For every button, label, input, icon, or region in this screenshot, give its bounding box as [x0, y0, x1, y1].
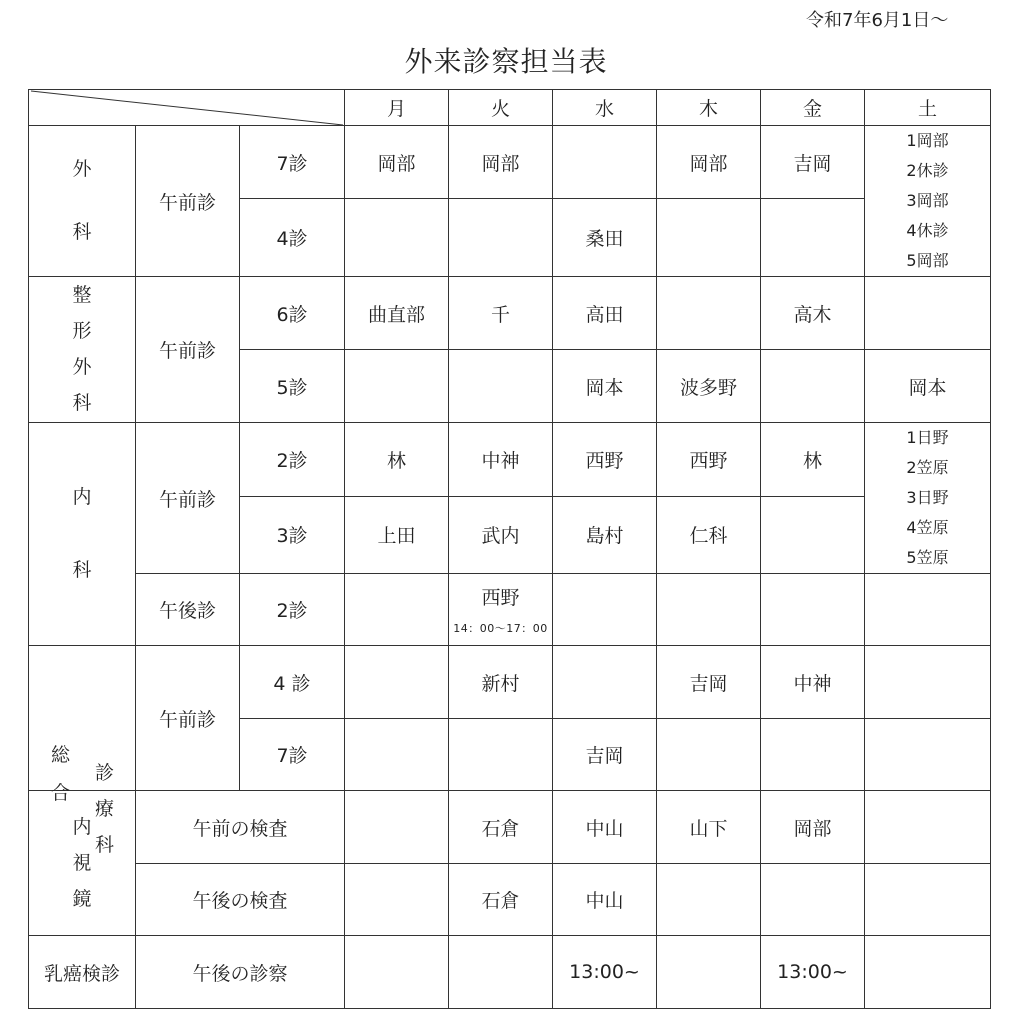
schedule-cell: [865, 936, 991, 1009]
schedule-cell: [865, 646, 991, 719]
schedule-cell: [345, 646, 449, 719]
schedule-cell: 西野: [553, 423, 657, 497]
schedule-cell: 中山: [553, 791, 657, 864]
schedule-cell: 曲直部: [345, 277, 449, 350]
schedule-cell: [345, 574, 449, 646]
schedule-cell: 高木: [761, 277, 865, 350]
naishikyo-row-1: [29, 791, 991, 864]
schedule-cell: 石倉: [449, 864, 553, 936]
dept-sogo: 総 合 診 療 科: [29, 646, 136, 791]
schedule-cell: 中山: [553, 864, 657, 936]
session-naika-pm: 午後診: [136, 574, 240, 646]
schedule-cell: [761, 199, 865, 277]
schedule-cell: 岡部: [345, 126, 449, 199]
schedule-cell: [761, 350, 865, 423]
schedule-cell: [657, 719, 761, 791]
nyugan-row: [29, 936, 991, 1009]
exam-label: 午前の検査: [136, 791, 345, 864]
schedule-cell: 岡部: [449, 126, 553, 199]
session-geka: 午前診: [136, 126, 240, 277]
naika-row-1: [29, 423, 991, 497]
schedule-cell: [761, 496, 865, 573]
room-label: 3診: [240, 496, 345, 573]
dept-naika: 内 科: [29, 423, 136, 646]
dept-nyugan: 乳癌検診: [29, 936, 136, 1009]
schedule-cell: [449, 350, 553, 423]
schedule-cell: 吉岡: [657, 646, 761, 719]
schedule-cell: [865, 574, 991, 646]
saturday-geka: 1岡部 2休診 3岡部 4休診 5岡部: [865, 126, 991, 277]
schedule-cell: [657, 277, 761, 350]
session-seikei: 午前診: [136, 277, 240, 423]
schedule-cell: 吉岡: [553, 719, 657, 791]
schedule-cell: 石倉: [449, 791, 553, 864]
schedule-cell: [865, 277, 991, 350]
schedule-cell: 上田: [345, 496, 449, 573]
sogo-row-1: [29, 646, 991, 719]
schedule-cell: 島村: [553, 496, 657, 573]
schedule-cell: [553, 574, 657, 646]
schedule-cell: 山下: [657, 791, 761, 864]
schedule-cell: [449, 719, 553, 791]
schedule-cell: 仁科: [657, 496, 761, 573]
schedule-cell: 西野: [657, 423, 761, 497]
schedule-cell: [657, 574, 761, 646]
schedule-cell: 岡部: [657, 126, 761, 199]
exam-label: 午後の検査: [136, 864, 345, 936]
page-title: 外来診察担当表: [404, 45, 608, 78]
saturday-naika: 1日野 2笠原 3日野 4笠原 5笠原: [865, 423, 991, 574]
schedule-cell: 新村: [449, 646, 553, 719]
day-header-wed: 水: [553, 90, 657, 126]
schedule-cell: [865, 719, 991, 791]
seikei-row-1: [29, 277, 991, 350]
room-label: 5診: [240, 350, 345, 423]
schedule-cell: [449, 199, 553, 277]
schedule-cell: [345, 936, 449, 1009]
header-row: [29, 90, 991, 126]
time-range: 14：00～17：00: [453, 622, 548, 635]
schedule-cell: 吉岡: [761, 126, 865, 199]
schedule-cell: [345, 350, 449, 423]
day-header-thu: 木: [657, 90, 761, 126]
schedule-cell: [449, 936, 553, 1009]
naishikyo-row-2: [29, 864, 991, 936]
schedule-cell: [657, 864, 761, 936]
corner-cell: [29, 90, 345, 126]
schedule-cell: 林: [345, 423, 449, 497]
room-label: 6診: [240, 277, 345, 350]
schedule-cell: 岡本: [553, 350, 657, 423]
doctor-name: 西野: [481, 587, 520, 609]
day-header-sat: 土: [865, 90, 991, 126]
room-label: 7診: [240, 126, 345, 199]
schedule-cell: 13:00~: [761, 936, 865, 1009]
dept-geka: 外 科: [29, 126, 136, 277]
day-header-tue: 火: [449, 90, 553, 126]
schedule-cell: [761, 719, 865, 791]
day-header-fri: 金: [761, 90, 865, 126]
room-label: 2診: [240, 574, 345, 646]
dept-seikei: 整 形 外 科: [29, 277, 136, 423]
room-label: 4診: [240, 199, 345, 277]
schedule-cell: [345, 719, 449, 791]
schedule-cell: [345, 199, 449, 277]
schedule-cell: [761, 574, 865, 646]
exam-label: 午後の診察: [136, 936, 345, 1009]
schedule-cell: 13:00~: [553, 936, 657, 1009]
schedule-cell: [345, 791, 449, 864]
schedule-cell: 中神: [761, 646, 865, 719]
session-naika-am: 午前診: [136, 423, 240, 574]
diagonal-line: [29, 90, 345, 126]
day-header-mon: 月: [345, 90, 449, 126]
schedule-cell: [345, 864, 449, 936]
schedule-cell: 中神: [449, 423, 553, 497]
schedule-cell: [657, 199, 761, 277]
room-label: 2診: [240, 423, 345, 497]
schedule-cell-with-time: [449, 574, 553, 646]
schedule-cell: 武内: [449, 496, 553, 573]
schedule-table: [28, 89, 991, 1009]
schedule-cell: 林: [761, 423, 865, 497]
schedule-cell: [865, 791, 991, 864]
schedule-cell: [553, 126, 657, 199]
schedule-cell: 桑田: [553, 199, 657, 277]
dept-naishikyo: 内 視 鏡: [29, 791, 136, 936]
session-sogo: 午前診: [136, 646, 240, 791]
schedule-cell: 高田: [553, 277, 657, 350]
room-label: 4 診: [240, 646, 345, 719]
geka-row-1: [29, 126, 991, 199]
schedule-cell: 波多野: [657, 350, 761, 423]
schedule-cell: [761, 864, 865, 936]
schedule-cell: 千: [449, 277, 553, 350]
schedule-cell: 岡部: [761, 791, 865, 864]
schedule-cell: 岡本: [865, 350, 991, 423]
schedule-cell: [657, 936, 761, 1009]
room-label: 7診: [240, 719, 345, 791]
naika-row-pm: [29, 574, 991, 646]
schedule-cell: [553, 646, 657, 719]
schedule-cell: [865, 864, 991, 936]
effective-date: 令和7年6月1日～: [806, 10, 949, 31]
